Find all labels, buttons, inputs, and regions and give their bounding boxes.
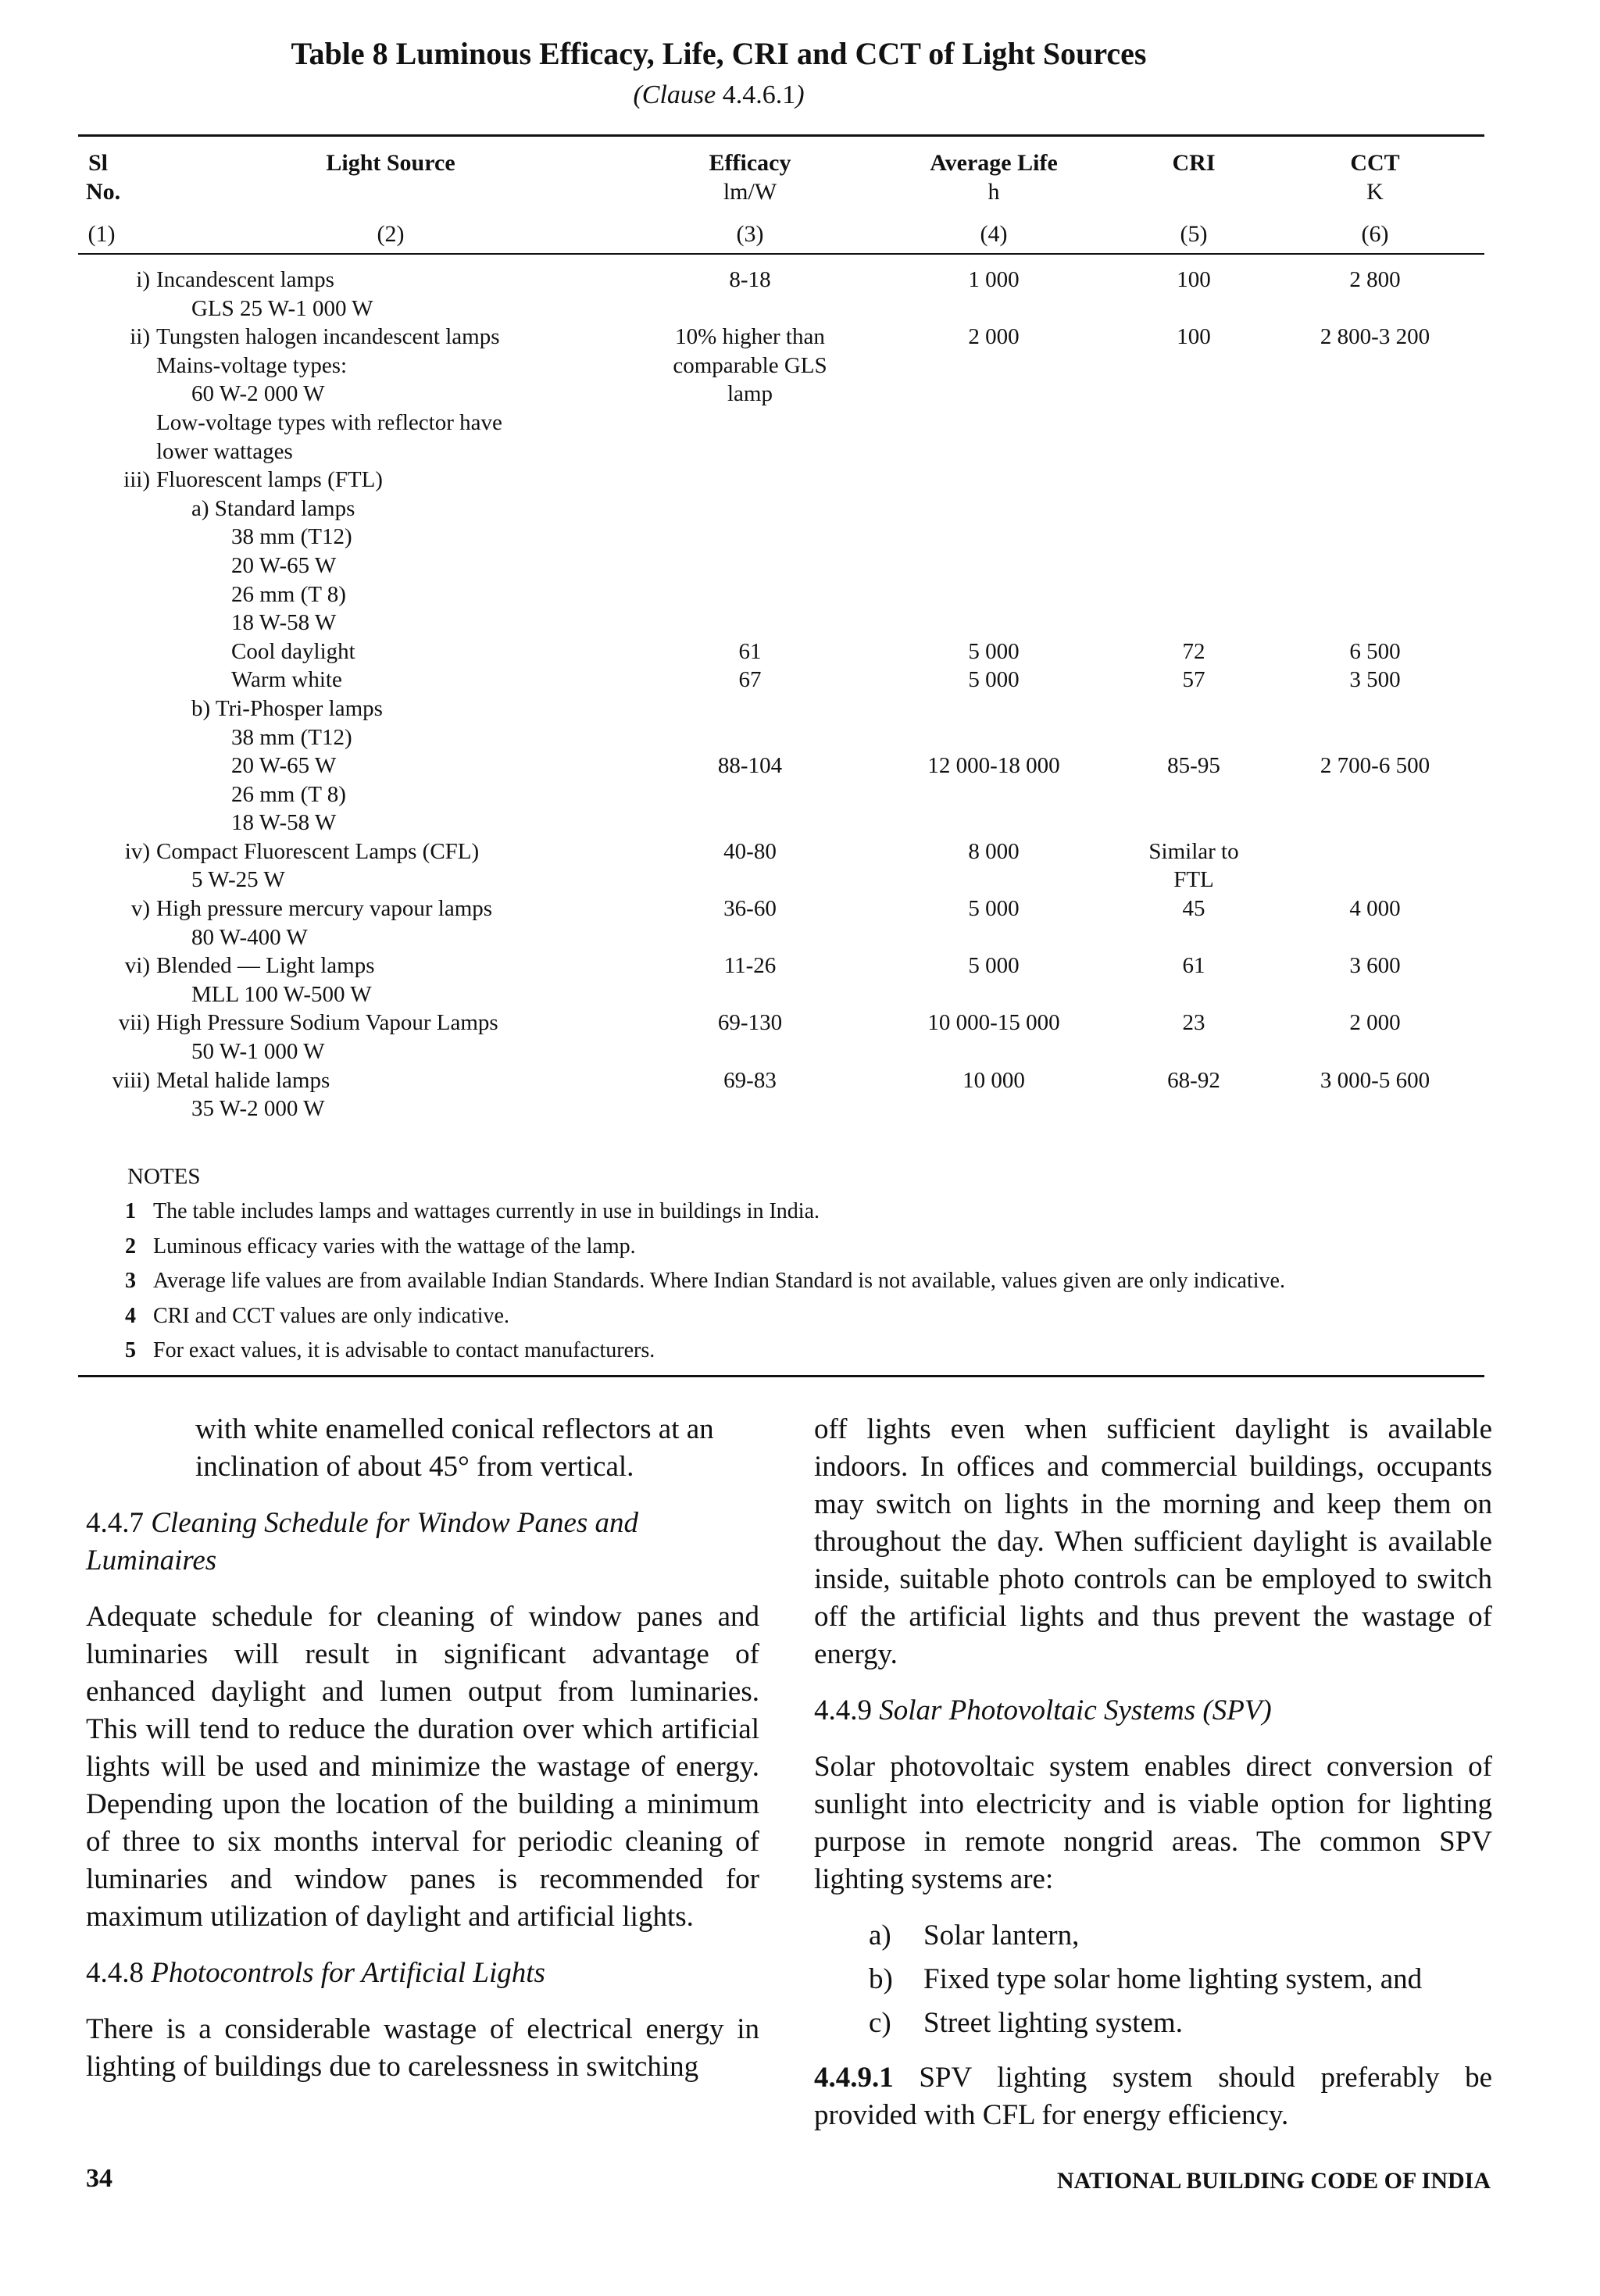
row-cct: 3 000-5 600 [1320,1067,1430,1093]
notes-heading: NOTES [127,1164,201,1189]
row-light-source: Incandescent lamps [156,267,334,292]
table-row [0,837,1600,866]
header-light-source: Light Source [326,150,455,176]
row-light-source: 20 W-65 W [231,552,337,578]
row-light-source: 50 W-1 000 W [191,1039,325,1065]
table-row [0,923,1600,952]
publication-title: NATIONAL BUILDING CODE OF INDIA [1056,2168,1491,2194]
row-light-source: 80 W-400 W [191,924,308,950]
table-bottom-rule [78,1375,1484,1377]
row-light-source: 18 W-58 W [231,610,337,636]
table-row [0,894,1600,923]
table-row [0,952,1600,980]
row-light-source: 5 W-25 W [191,867,285,893]
row-average-life: 12 000-18 000 [927,753,1060,779]
note-item: 4 CRI and CCT values are only indicative. [125,1303,509,1328]
table-row [0,266,1600,295]
row-light-source: 26 mm (T 8) [231,581,346,607]
row-efficacy: 10% higher than [675,324,825,350]
row-light-source: Fluorescent lamps (FTL) [156,467,383,493]
table-row [0,409,1600,437]
table-row [0,752,1600,780]
table-row [0,1037,1600,1066]
row-cct: 2 800 [1349,267,1401,292]
row-serial: ii) [130,324,150,350]
row-light-source: a) Standard lamps [191,495,355,521]
row-light-source: Compact Fluorescent Lamps (CFL) [156,838,480,864]
row-efficacy: 88-104 [717,753,783,779]
row-serial: i) [136,267,150,292]
table-row [0,495,1600,523]
row-light-source: Low-voltage types with reflector have [156,409,502,435]
row-light-source: MLL 100 W-500 W [191,981,372,1007]
row-average-life: 5 000 [968,896,1020,922]
left-column [86,1411,759,2086]
row-light-source: 35 W-2 000 W [191,1096,325,1122]
row-efficacy: 11-26 [723,953,777,979]
header-efficacy-unit: lm/W [723,179,777,205]
header-life-unit: h [988,179,1000,205]
row-efficacy: 8-18 [729,267,771,292]
table-row [0,437,1600,466]
row-cri: 23 [1182,1010,1205,1036]
row-light-source: Tungsten halogen incandescent lamps [156,324,500,350]
row-light-source: 38 mm (T12) [231,724,352,750]
row-average-life: 5 000 [968,667,1020,693]
row-light-source: lower wattages [156,438,293,464]
row-light-source: 20 W-65 W [231,753,337,779]
row-serial: iii) [123,467,150,493]
list-item: c) Street lighting system. [869,2007,1183,2039]
table-row [0,552,1600,580]
row-light-source: High pressure mercury vapour lamps [156,896,493,922]
header-efficacy: Efficacy [709,150,791,176]
row-light-source: 60 W-2 000 W [191,381,325,407]
row-light-source: Cool daylight [231,638,355,664]
table-row [0,466,1600,495]
header-cri: CRI [1172,150,1216,176]
section-body-4-4-9: Solar photovoltaic system enables direct conversion of sunlight into electricity and is viable option for lighting purpose in remote nongrid areas. The common SPV lighting systems are: [814,1751,1492,1895]
row-cct: 6 500 [1349,638,1401,664]
row-cct: 3 500 [1349,667,1401,693]
row-cri: 61 [1182,953,1205,979]
row-average-life: 1 000 [968,267,1020,292]
table-row [0,295,1600,323]
table-row [0,1009,1600,1037]
section-body-4-4-7: Adequate schedule for cleaning of window panes and luminaries will result in significant advantage of enhanced daylight and lumen output from luminaries. This will tend to reduce the duration over which artificial lights will be used and minimize the wastage of energy. Depending upon the location of the building a minimum of three to six months interval for periodic cleaning of luminaries and window panes is recommended for maximum utilization of daylight and artificial lights. [86,1601,759,1933]
table-body [0,266,1600,1123]
row-cct: 3 600 [1349,953,1401,979]
table-header-rule [78,253,1484,255]
row-average-life: 10 000 [962,1067,1025,1093]
table-row [0,780,1600,809]
header-no: No. [86,179,121,205]
table-row [0,352,1600,380]
row-average-life: 10 000-15 000 [927,1010,1060,1036]
section-heading-4-4-7: 4.4.7 Cleaning Schedule for Window Panes and Luminaires [86,1507,639,1576]
note-item: 1 The table includes lamps and wattages currently in use in buildings in India. [125,1199,820,1223]
row-average-life: 5 000 [968,953,1020,979]
row-average-life: 8 000 [968,838,1020,864]
row-light-source: 26 mm (T 8) [231,781,346,807]
section-4-4-9-1: 4.4.9.1 SPV lighting system should preferably be provided with CFL for energy efficiency. [814,2062,1493,2131]
right-column [814,1411,1492,2134]
table-title: Table 8 Luminous Efficacy, Life, CRI and CCT of Light Sources [291,36,1147,71]
row-cri: FTL [1173,867,1214,893]
section-heading-4-4-9: 4.4.9 Solar Photovoltaic Systems (SPV) [814,1694,1272,1726]
table-row [0,695,1600,723]
row-cri: 57 [1182,667,1205,693]
table-row [0,609,1600,637]
row-cri: 45 [1182,896,1205,922]
row-efficacy: 61 [738,638,762,664]
row-light-source: Blended — Light lamps [156,953,375,979]
row-cri: 100 [1177,267,1211,292]
spv-systems-list [814,1914,1492,2045]
column-number: (1) [88,221,116,247]
table-row [0,323,1600,352]
table-row [0,380,1600,409]
continuation-paragraph: with white enamelled conical reflectors at an inclination of about 45° from vertical. [195,1413,714,1483]
table-row [0,1066,1600,1095]
row-serial: vii) [118,1010,150,1036]
note-item: 5 For exact values, it is advisable to contact manufacturers. [125,1338,655,1362]
section-body-4-4-8: There is a considerable wastage of electrical energy in lighting of buildings due to carelessness in switching [86,2013,759,2083]
continuation-paragraph: off lights even when sufficient daylight is available indoors. In offices and commercial buildings, occupants may switch on lights in the morning and keep them on throughout the day. When sufficient daylight is available inside, suitable photo controls can be employed to switch off the artificial lights and thus prevent the wastage of energy. [814,1413,1492,1670]
row-cri: 68-92 [1167,1067,1220,1093]
row-efficacy: 69-130 [717,1010,783,1036]
row-cct: 2 700-6 500 [1320,753,1430,779]
header-cct: CCT [1350,150,1400,176]
row-average-life: 5 000 [968,638,1020,664]
row-light-source: Mains-voltage types: [156,352,348,378]
column-number: (4) [980,221,1008,247]
row-cct: 2 000 [1349,1010,1401,1036]
table-row [0,809,1600,837]
table-row [0,637,1600,666]
header-average-life: Average Life [930,150,1058,176]
row-serial: iv) [124,838,150,864]
row-cri: 72 [1182,638,1205,664]
table-row [0,580,1600,609]
header-cct-unit: K [1366,179,1384,205]
row-efficacy: 36-60 [723,896,777,922]
row-light-source: 38 mm (T12) [231,524,352,550]
row-serial: v) [130,896,150,922]
section-heading-4-4-8: 4.4.8 Photocontrols for Artificial Lights [86,1957,545,1989]
table-row [0,980,1600,1009]
row-cri: Similar to [1148,838,1239,864]
column-number: (3) [736,221,764,247]
table-top-rule [78,134,1484,137]
row-serial: viii) [112,1067,150,1093]
table-row [0,666,1600,695]
row-efficacy: 69-83 [723,1067,777,1093]
row-cct: 4 000 [1349,896,1401,922]
row-serial: vi) [124,953,150,979]
row-efficacy: 67 [738,667,762,693]
list-item: a) Solar lantern, [869,1919,1080,1951]
row-average-life: 2 000 [968,324,1020,350]
column-number: (6) [1361,221,1389,247]
table-row [0,723,1600,752]
column-number: (5) [1180,221,1208,247]
table-row [0,866,1600,894]
table-row [0,523,1600,552]
row-cri: 100 [1177,324,1211,350]
table-clause-reference: (Clause 4.4.6.1) [633,80,805,109]
list-item: b) Fixed type solar home lighting system, and [869,1963,1423,1995]
column-number: (2) [377,221,405,247]
note-item: 2 Luminous efficacy varies with the wattage of the lamp. [125,1234,636,1259]
row-cct: 2 800-3 200 [1320,324,1430,350]
row-light-source: b) Tri-Phosper lamps [191,695,383,721]
row-efficacy: comparable GLS [673,352,827,378]
note-item: 3 Average life values are from available Indian Standards. Where Indian Standard is not available, values given are only indicative. [125,1269,1285,1293]
row-cri: 85-95 [1167,753,1220,779]
row-light-source: GLS 25 W-1 000 W [191,295,373,321]
row-light-source: High Pressure Sodium Vapour Lamps [156,1010,498,1036]
page-number: 34 [86,2164,112,2193]
row-efficacy: lamp [727,381,773,407]
table-row [0,1094,1600,1123]
row-efficacy: 40-80 [723,838,777,864]
row-light-source: 18 W-58 W [231,810,337,836]
row-light-source: Metal halide lamps [156,1067,330,1093]
header-sl: Sl [88,150,109,176]
row-light-source: Warm white [231,667,342,693]
